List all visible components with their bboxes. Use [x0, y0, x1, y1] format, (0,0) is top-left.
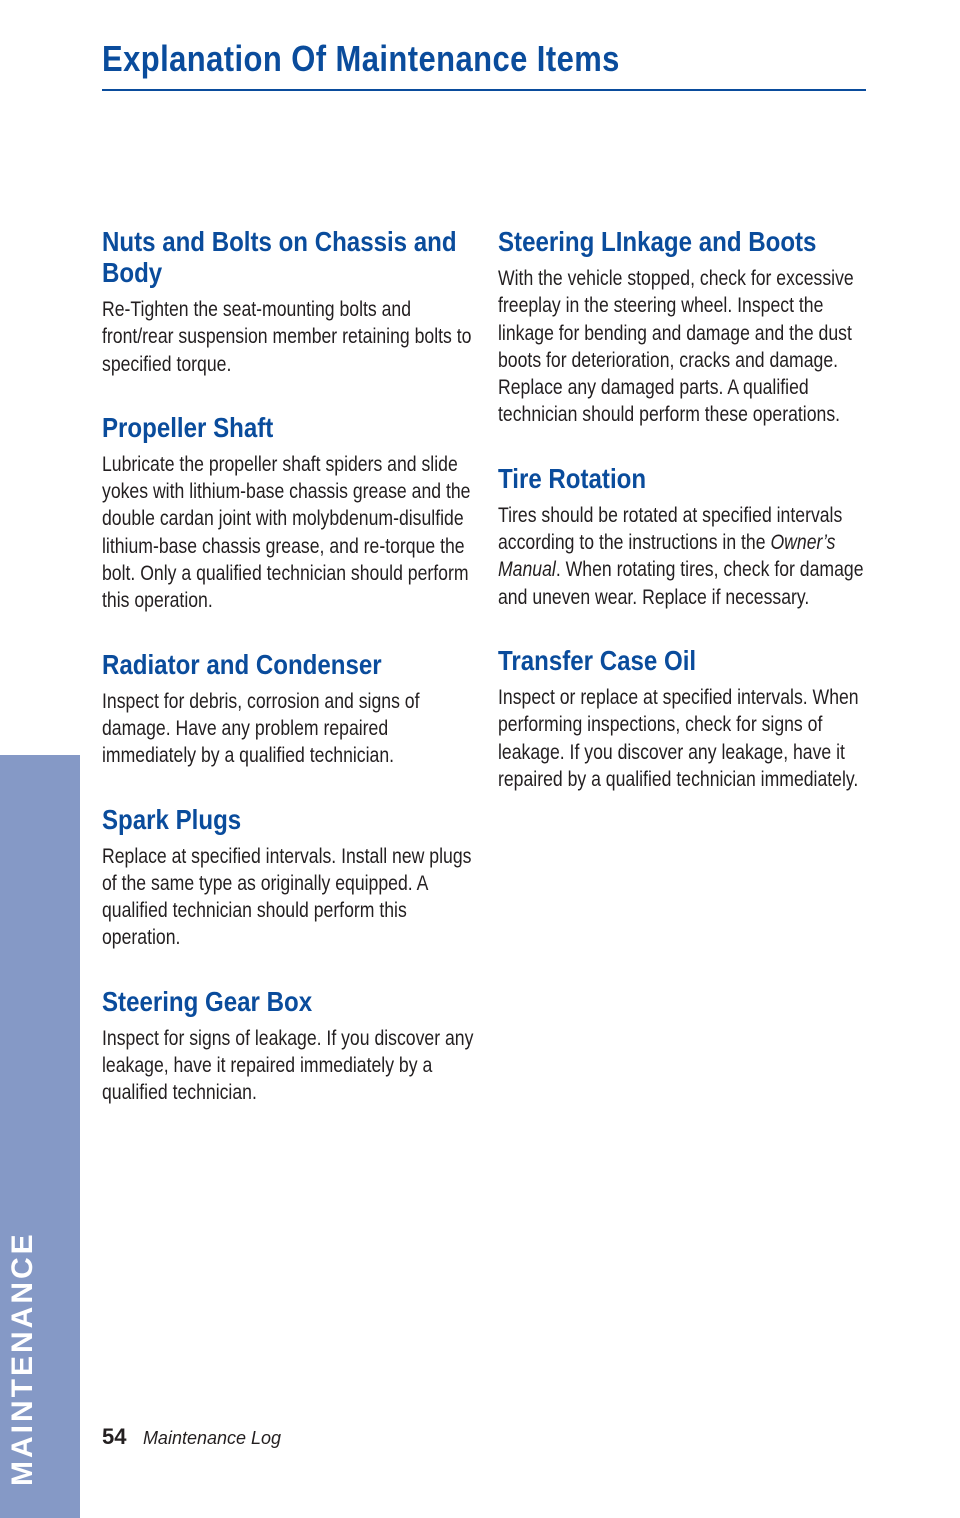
footer-label: Maintenance Log — [142, 1428, 282, 1448]
page-title: Explanation Of Maintenance Items — [102, 38, 620, 79]
section-body — [498, 502, 870, 611]
section-transfer-case-oil — [498, 645, 870, 793]
body-text: Tires should be rotated at specified intervals according to the instructions in the — [498, 502, 843, 555]
section-heading: Propeller Shaft — [102, 411, 274, 443]
section-steering-linkage — [498, 226, 870, 429]
side-tab-label: MAINTENANCE — [6, 1231, 39, 1486]
section-tire-rotation — [498, 463, 870, 611]
section-steering-gear-box — [102, 986, 474, 1107]
section-heading: Tire Rotation — [498, 462, 647, 494]
section-heading: Steering Gear Box — [102, 985, 313, 1017]
section-heading: Spark Plugs — [102, 803, 242, 835]
page-number: 54 — [102, 1424, 127, 1449]
section-body: Replace at specified intervals. Install new plugs of the same type as originally equipped. A qualified technician should perform this operation. — [102, 843, 472, 950]
section-spark-plugs — [102, 804, 474, 952]
section-propeller-shaft — [102, 412, 474, 615]
title-divider — [102, 89, 866, 91]
body-text: . When rotating tires, check for damage and uneven wear. Replace if necessary. — [498, 557, 864, 609]
right-column — [498, 226, 870, 827]
section-body: Inspect or replace at specified intervals. When performing inspections, check for signs of leakage. If you discover any leakage, have it repaired by a qualified technician immediately. — [498, 684, 859, 791]
section-body: Inspect for signs of leakage. If you discover any leakage, have it repaired immediately by a qualified technician. — [102, 1025, 474, 1105]
section-heading: Radiator and Condenser — [102, 648, 382, 680]
section-radiator-and-condenser — [102, 649, 474, 770]
section-body: Re-Tighten the seat-mounting bolts and front/rear suspension member retaining bolts to specified torque. — [102, 297, 472, 376]
section-nuts-and-bolts — [102, 226, 474, 378]
side-tab — [0, 755, 80, 1518]
section-heading: Steering LInkage and Boots — [498, 226, 817, 257]
owners-manual-reference: Owner’s Manual — [498, 530, 836, 582]
section-body: Lubricate the propeller shaft spiders and slide yokes with lithium-base chassis grease and the double cardan joint with molybdenum-disulfide lithium-base chassis grease, and re-torque the bolt. Only a qualified technician should perform this operation. — [102, 451, 471, 613]
section-body: With the vehicle stopped, check for excessive freeplay in the steering wheel. Inspect the linkage for bending and damage and the dust boots for deterioration, cracks and damage. Replace any damaged parts. A qualified technician should perform these operations. — [498, 266, 854, 427]
section-body: Inspect for debris, corrosion and signs of damage. Have any problem repaired immediately by a qualified technician. — [102, 688, 420, 768]
page-footer — [102, 1424, 281, 1450]
section-heading: Transfer Case Oil — [498, 644, 697, 676]
section-heading: Nuts and Bolts on Chassis and Body — [102, 226, 457, 288]
left-column — [102, 226, 474, 1141]
